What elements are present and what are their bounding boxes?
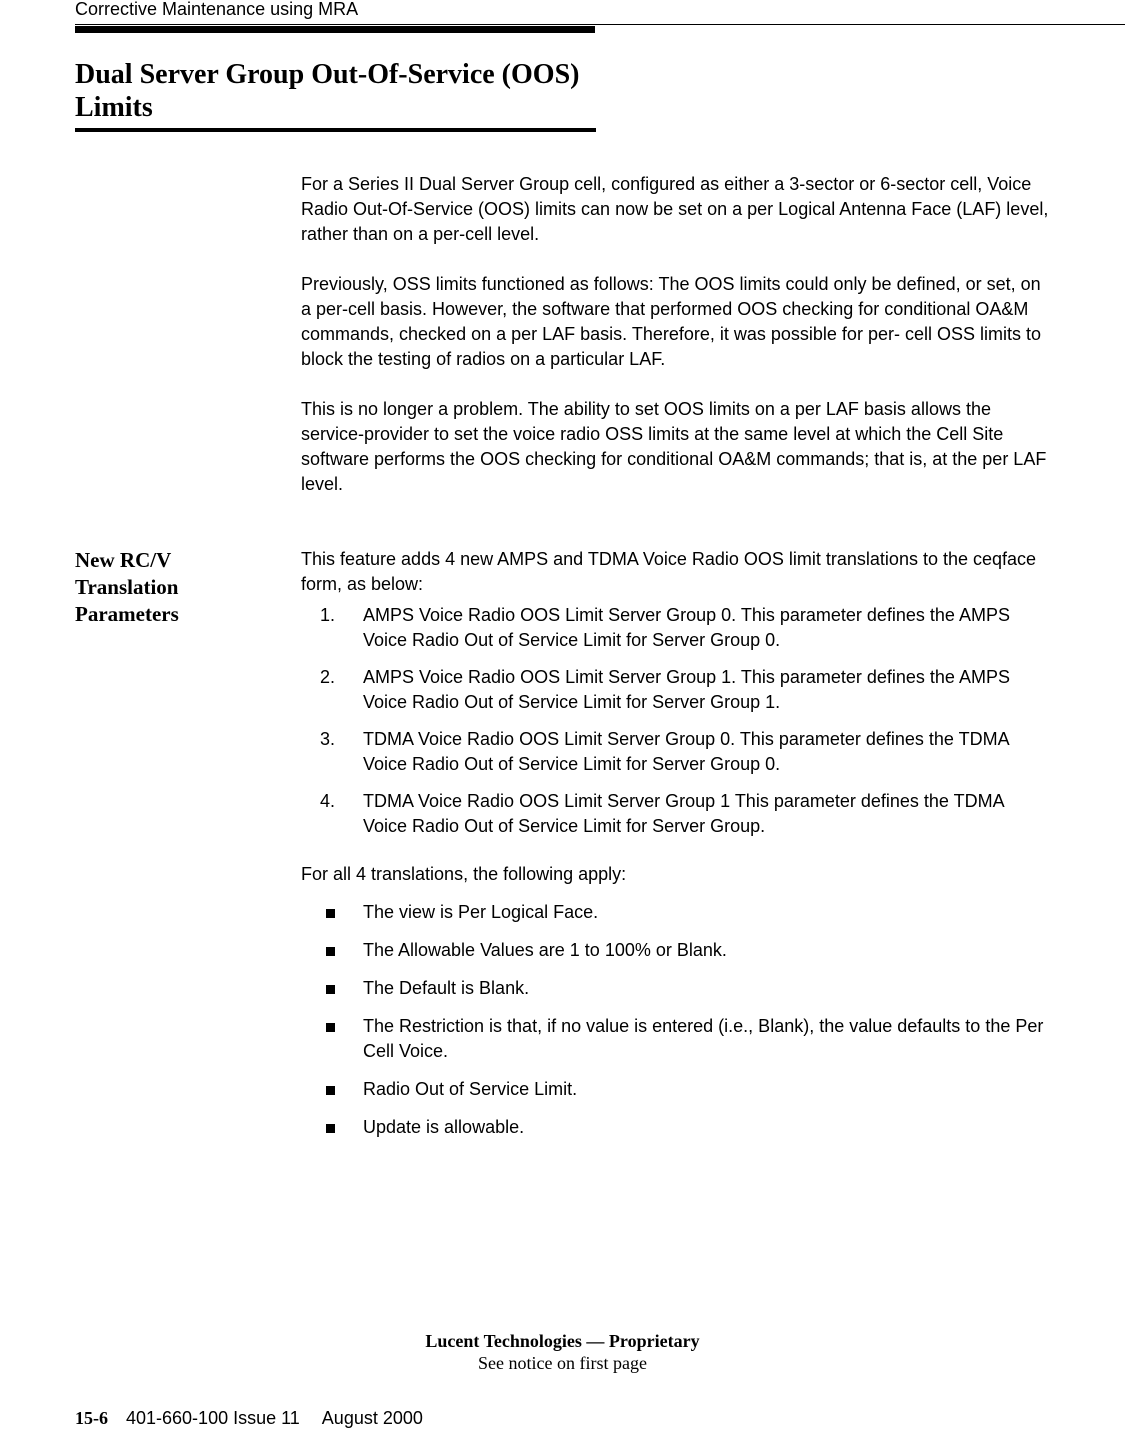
- bullet-item: [301, 1014, 1049, 1064]
- numbered-item: [301, 603, 1049, 653]
- numbered-list: [301, 603, 1049, 839]
- apply-intro: For all 4 translations, the following apply:: [301, 864, 627, 884]
- header-thick-rule: [75, 26, 595, 33]
- item-text: TDMA Voice Radio OOS Limit Server Group 1 This parameter defines the TDMA Voice Radio Out of Service Limit for Server Group.: [363, 791, 1004, 836]
- item-text: AMPS Voice Radio OOS Limit Server Group 0. This parameter defines the AMPS Voice Radio Out of Service Limit for Server Group 0.: [363, 605, 1010, 650]
- parameters-section: [301, 547, 1049, 1140]
- running-header: Corrective Maintenance using MRA: [75, 0, 359, 19]
- bullet-item: [301, 900, 1049, 925]
- intro-paragraph-1: For a Series II Dual Server Group cell, configured as either a 3-sector or 6-sector cell, Voice Radio Out-Of-Service (OOS) limits can now be set on a per Logical Antenna Face (LAF) level, rather than on a per-cell level.: [301, 174, 1049, 244]
- bullet-text: The Allowable Values are 1 to 100% or Blank.: [363, 940, 727, 960]
- bullet-text: The view is Per Logical Face.: [363, 902, 599, 922]
- bullet-item: [301, 938, 1049, 963]
- bullet-item: [301, 1115, 1049, 1140]
- square-bullet-icon: [326, 1086, 335, 1095]
- item-text: TDMA Voice Radio OOS Limit Server Group 0. This parameter defines the TDMA Voice Radio Out of Service Limit for Server Group 0.: [363, 729, 1009, 774]
- footer-notice: See notice on first page: [478, 1353, 647, 1373]
- bullet-text: The Restriction is that, if no value is entered (i.e., Blank), the value defaults to the Per Cell Voice.: [363, 1016, 1044, 1061]
- item-number: 3.: [320, 729, 336, 749]
- square-bullet-icon: [326, 947, 335, 956]
- item-number: 1.: [320, 605, 336, 625]
- page-folio: [75, 1407, 423, 1429]
- square-bullet-icon: [326, 909, 335, 918]
- square-bullet-icon: [326, 1124, 335, 1133]
- item-text: AMPS Voice Radio OOS Limit Server Group 1. This parameter defines the AMPS Voice Radio Out of Service Limit for Server Group 1.: [363, 667, 1010, 712]
- page-number: 15-6: [75, 1408, 108, 1428]
- item-number: 4.: [320, 791, 336, 811]
- intro-paragraph-3: This is no longer a problem. The ability to set OOS limits on a per LAF basis allows the service-provider to set the voice radio OSS limits at the same level at which the Cell Site software performs the OOS checking for conditional OA&M commands; that is, at the per LAF level.: [301, 399, 1047, 494]
- parameters-intro: This feature adds 4 new AMPS and TDMA Voice Radio OOS limit translations to the ceqface form, as below:: [301, 549, 1037, 594]
- numbered-item: [301, 727, 1049, 777]
- bullet-list: [301, 900, 1049, 1140]
- numbered-item: [301, 789, 1049, 839]
- title-rule: [75, 128, 596, 132]
- section-title: Dual Server Group Out-Of-Service (OOS) Limits: [75, 59, 580, 123]
- issue-date: August 2000: [321, 1408, 423, 1428]
- square-bullet-icon: [326, 1023, 335, 1032]
- intro-paragraph-2: Previously, OSS limits functioned as follows: The OOS limits could only be defined, or set, on a per-cell basis. However, the software that performed OOS checking for conditional OA&M commands, checked on a per LAF basis. Therefore, it was possible for per- cell OSS limits to block the testing of radios on a particular LAF.: [301, 274, 1041, 369]
- header-thin-rule: [75, 24, 1125, 25]
- numbered-item: [301, 665, 1049, 715]
- subsection-heading: New RC/V Translation Parameters: [75, 548, 179, 626]
- footer-company: Lucent Technologies — Proprietary: [425, 1331, 700, 1351]
- bullet-item: [301, 976, 1049, 1001]
- bullet-item: [301, 1077, 1049, 1102]
- square-bullet-icon: [326, 985, 335, 994]
- bullet-text: Update is allowable.: [363, 1117, 525, 1137]
- bullet-text: The Default is Blank.: [363, 978, 530, 998]
- item-number: 2.: [320, 667, 336, 687]
- bullet-text: Radio Out of Service Limit.: [363, 1079, 578, 1099]
- document-id: 401-660-100 Issue 11: [126, 1408, 300, 1428]
- intro-section: [301, 172, 1049, 497]
